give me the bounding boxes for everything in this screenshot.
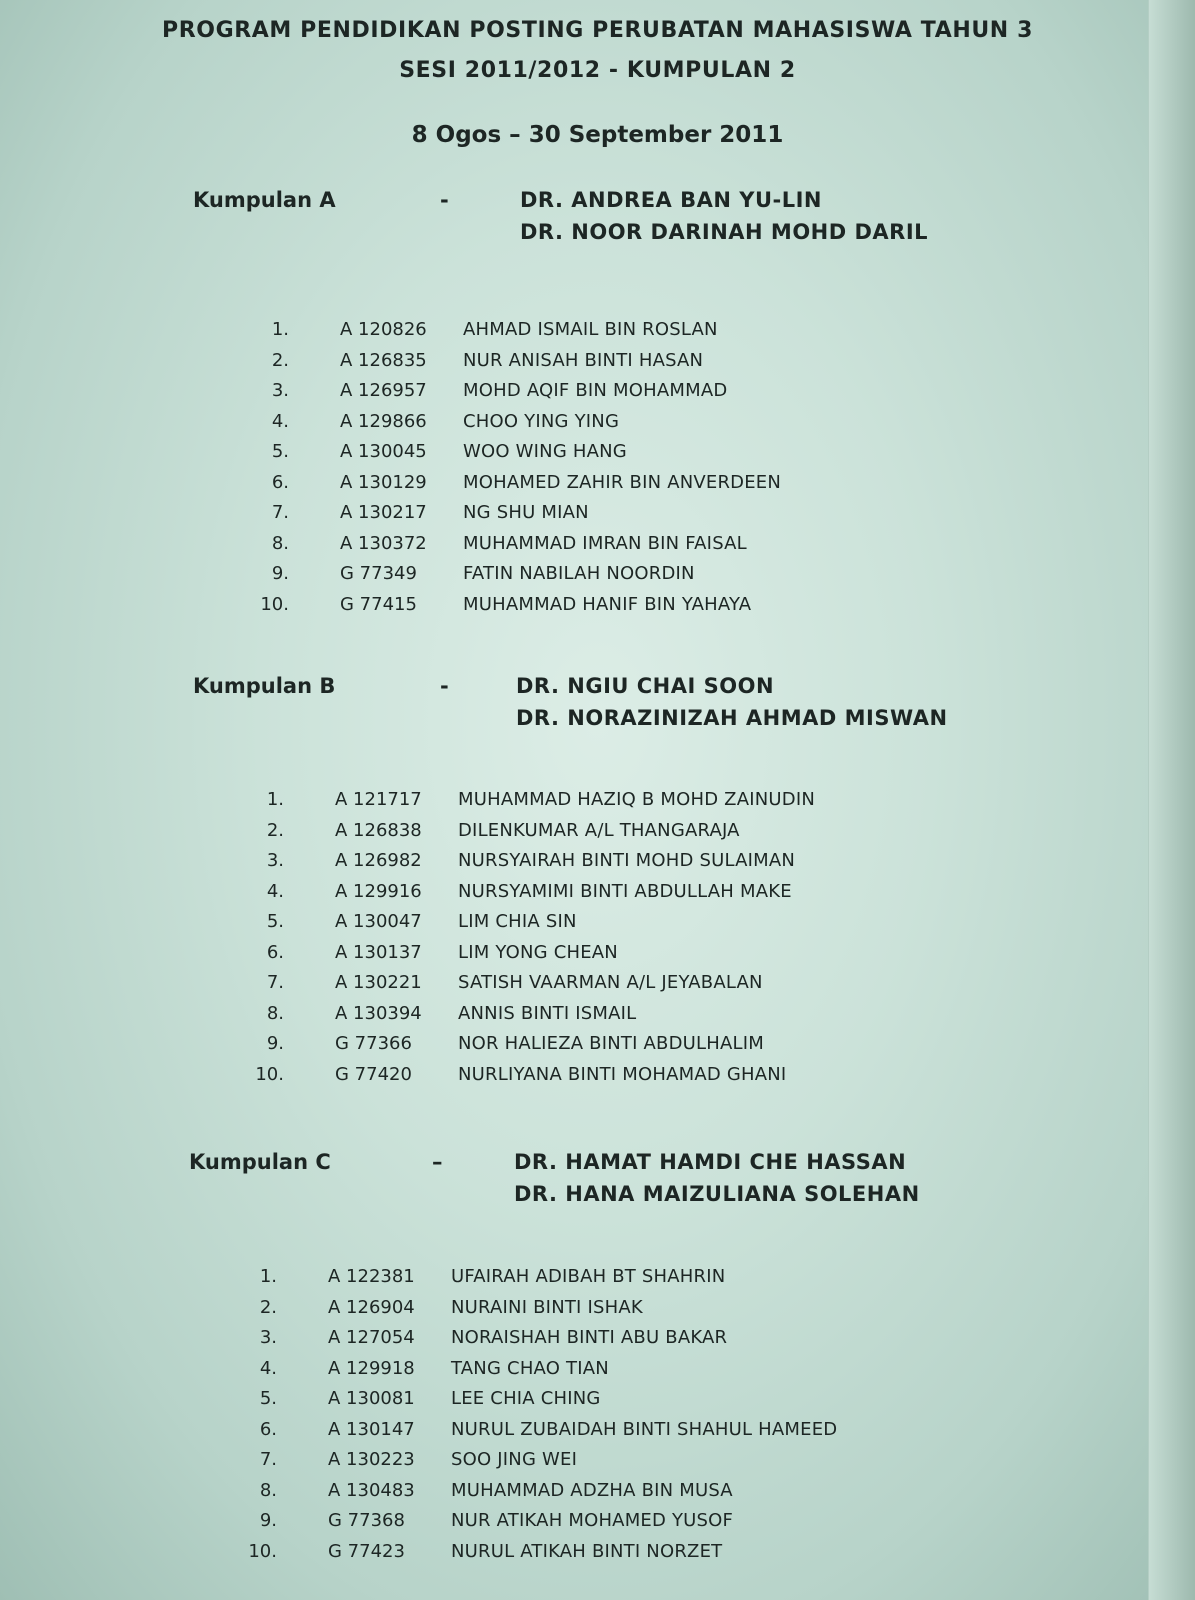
matric-number: G 77423 [328, 1540, 405, 1562]
row-number: 6. [259, 1418, 277, 1440]
matric-number: A 127054 [328, 1327, 415, 1348]
student-name: MUHAMMAD HANIF BIN YAHAYA [463, 593, 752, 615]
row-number: 1. [271, 319, 289, 340]
matric-number: A 126835 [340, 349, 427, 371]
matric-number: A 126982 [335, 850, 422, 871]
student-name: TANG CHAO TIAN [451, 1357, 609, 1379]
row-number: 8. [259, 1479, 277, 1501]
matric-number: G 77366 [335, 1033, 412, 1054]
row-number: 4. [259, 1357, 277, 1379]
matric-number: G 77415 [340, 593, 417, 615]
matric-number: G 77368 [328, 1510, 405, 1531]
group-label: Kumpulan A [193, 188, 336, 212]
row-number: 10. [255, 1063, 284, 1085]
student-name: NUR ATIKAH MOHAMED YUSOF [451, 1510, 734, 1531]
student-name: AHMAD ISMAIL BIN ROSLAN [463, 319, 718, 340]
document-title: PROGRAM PENDIDIKAN POSTING PERUBATAN MAHASISWA TAHUN 3 [162, 18, 1033, 43]
row-number: 8. [271, 532, 289, 554]
matric-number: A 130047 [335, 911, 422, 932]
row-number: 3. [271, 380, 289, 401]
row-number: 5. [271, 441, 289, 462]
supervisor-name: DR. HANA MAIZULIANA SOLEHAN [514, 1182, 920, 1206]
matric-number: A 126838 [335, 819, 422, 841]
row-number: 10. [248, 1540, 277, 1562]
student-name: NURSYAMIMI BINTI ABDULLAH MAKE [458, 880, 792, 902]
student-name: NURLIYANA BINTI MOHAMAD GHANI [458, 1063, 787, 1085]
student-name: UFAIRAH ADIBAH BT SHAHRIN [451, 1266, 726, 1287]
matric-number: A 130372 [340, 532, 427, 554]
matric-number: A 130137 [335, 941, 422, 963]
row-number: 3. [266, 850, 284, 871]
row-number: 2. [266, 819, 284, 841]
matric-number: A 130147 [328, 1418, 415, 1440]
student-name: MUHAMMAD HAZIQ B MOHD ZAINUDIN [458, 789, 815, 810]
matric-number: A 129916 [335, 880, 422, 902]
row-number: 6. [271, 471, 289, 493]
date-range: 8 Ogos – 30 September 2011 [411, 122, 784, 148]
matric-number: A 130221 [335, 972, 422, 993]
row-number: 7. [259, 1449, 277, 1470]
supervisor-name: DR. ANDREA BAN YU-LIN [520, 188, 823, 212]
row-number: 6. [266, 941, 284, 963]
document-subtitle: SESI 2011/2012 - KUMPULAN 2 [399, 58, 796, 83]
student-name: CHOO YING YING [463, 410, 620, 432]
row-number: 10. [260, 593, 289, 615]
student-name: NUR ANISAH BINTI HASAN [463, 349, 704, 371]
student-name: NURSYAIRAH BINTI MOHD SULAIMAN [458, 850, 796, 871]
student-name: NOR HALIEZA BINTI ABDULHALIM [458, 1033, 764, 1054]
student-name: NURUL ATIKAH BINTI NORZET [451, 1540, 723, 1562]
student-name: MOHD AQIF BIN MOHAMMAD [463, 380, 728, 401]
row-number: 2. [259, 1296, 277, 1318]
student-name: SOO JING WEI [451, 1449, 578, 1470]
row-number: 5. [266, 911, 284, 932]
group-label: Kumpulan B [193, 674, 336, 698]
student-name: LIM YONG CHEAN [458, 941, 618, 963]
row-number: 5. [259, 1388, 277, 1409]
student-name: LEE CHIA CHING [451, 1388, 601, 1409]
group-label: Kumpulan C [189, 1150, 331, 1174]
matric-number: A 130217 [340, 502, 427, 523]
matric-number: A 130045 [340, 441, 427, 462]
matric-number: A 130081 [328, 1388, 415, 1409]
supervisor-name: DR. NOOR DARINAH MOHD DARIL [520, 220, 929, 244]
supervisor-name: DR. NGIU CHAI SOON [516, 674, 775, 698]
row-number: 1. [259, 1266, 277, 1287]
student-name: DILENKUMAR A/L THANGARAJA [458, 819, 740, 841]
student-name: FATIN NABILAH NOORDIN [463, 563, 695, 584]
row-number: 1. [266, 789, 284, 810]
matric-number: A 121717 [335, 789, 422, 810]
student-name: MUHAMMAD IMRAN BIN FAISAL [463, 532, 747, 554]
matric-number: A 122381 [328, 1266, 415, 1287]
matric-number: A 129866 [340, 410, 427, 432]
row-number: 7. [271, 502, 289, 523]
row-number: 2. [271, 349, 289, 371]
row-number: 8. [266, 1002, 284, 1024]
matric-number: A 130223 [328, 1449, 415, 1470]
row-number: 9. [271, 563, 289, 584]
matric-number: G 77349 [340, 563, 417, 584]
student-name: NG SHU MIAN [463, 502, 589, 523]
row-number: 4. [266, 880, 284, 902]
row-number: 4. [271, 410, 289, 432]
student-name: NORAISHAH BINTI ABU BAKAR [451, 1327, 728, 1348]
student-name: WOO WING HANG [463, 441, 627, 462]
matric-number: A 130394 [335, 1002, 422, 1024]
matric-number: A 130129 [340, 471, 427, 493]
matric-number: A 120826 [340, 319, 427, 340]
student-name: SATISH VAARMAN A/L JEYABALAN [458, 972, 763, 993]
row-number: 9. [259, 1510, 277, 1531]
matric-number: A 129918 [328, 1357, 415, 1379]
matric-number: G 77420 [335, 1063, 412, 1085]
student-name: MUHAMMAD ADZHA BIN MUSA [451, 1479, 733, 1501]
group-dash: - [440, 674, 449, 698]
group-dash: - [440, 188, 449, 212]
row-number: 9. [266, 1033, 284, 1054]
student-name: NURAINI BINTI ISHAK [451, 1296, 643, 1318]
student-name: MOHAMED ZAHIR BIN ANVERDEEN [463, 471, 782, 493]
student-name: LIM CHIA SIN [458, 911, 577, 932]
matric-number: A 126904 [328, 1296, 415, 1318]
matric-number: A 130483 [328, 1479, 415, 1501]
row-number: 3. [259, 1327, 277, 1348]
student-name: NURUL ZUBAIDAH BINTI SHAHUL HAMEED [451, 1418, 838, 1440]
matric-number: A 126957 [340, 380, 427, 401]
group-dash: – [432, 1150, 443, 1174]
supervisor-name: DR. HAMAT HAMDI CHE HASSAN [514, 1150, 907, 1174]
student-name: ANNIS BINTI ISMAIL [458, 1002, 637, 1024]
supervisor-name: DR. NORAZINIZAH AHMAD MISWAN [516, 706, 948, 730]
page-edge [1148, 0, 1195, 1600]
row-number: 7. [266, 972, 284, 993]
